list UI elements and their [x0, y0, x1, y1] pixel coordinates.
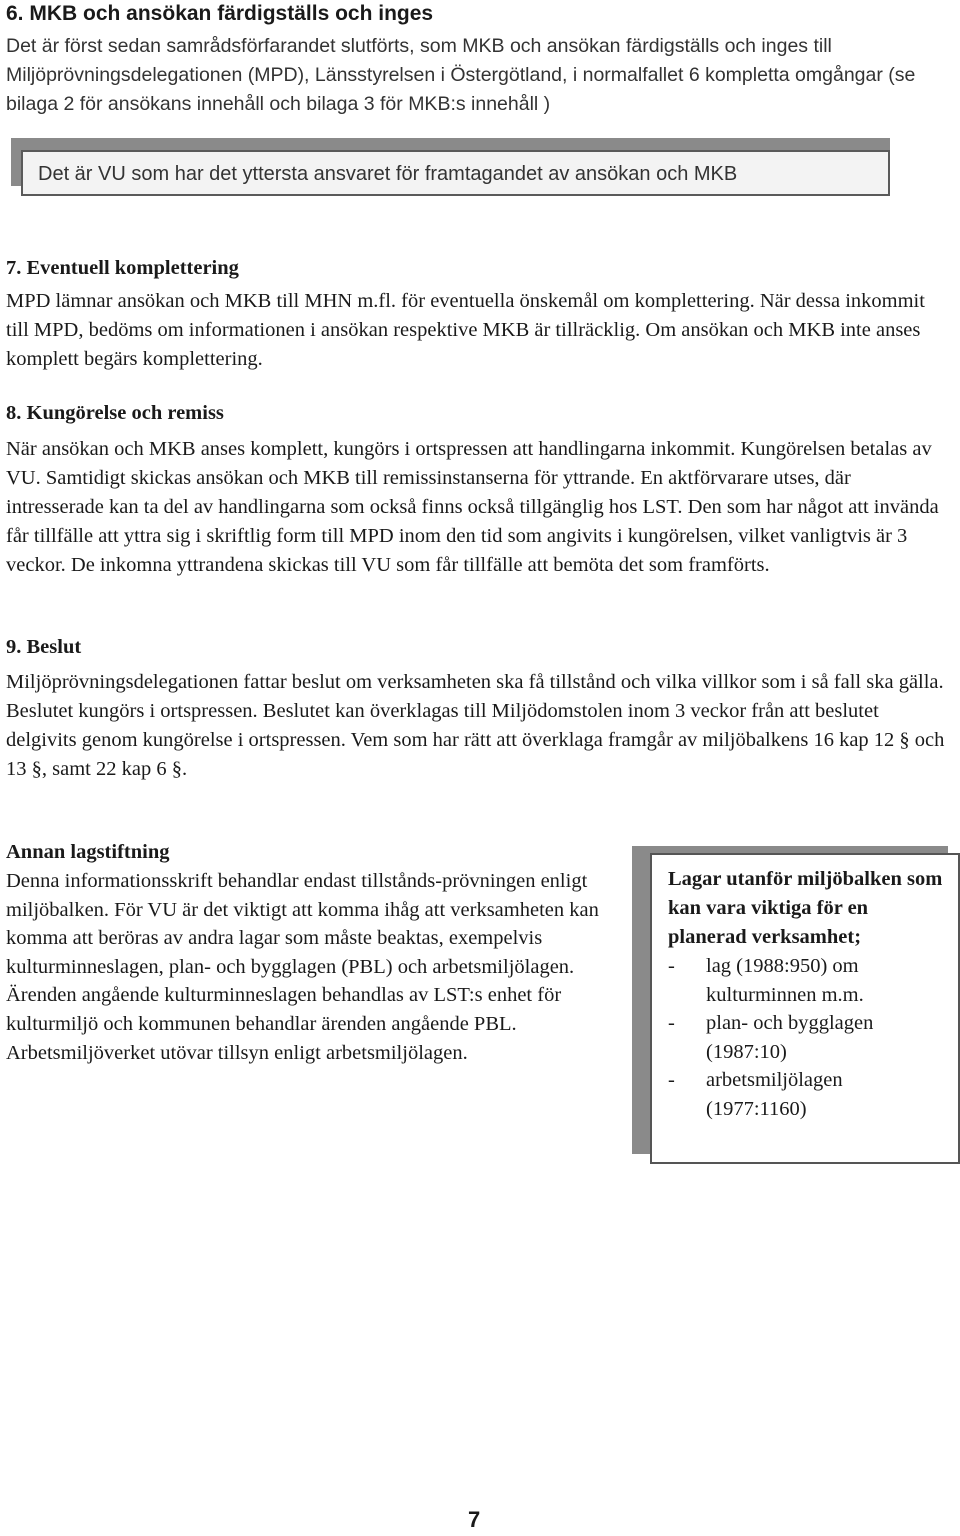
- section-9-paragraph: Miljöprövningsdelegationen fattar beslut om verksamheten ska få tillstånd och vilka villkor som i så fall ska gälla. Beslutet kungörs i ortspressen. Beslutet kan överklagas till Miljödomstolen inom 3 veckor från att beslutet delgivits genom kungörelse i ortspressen. Vem som har rätt att överklaga framgår av miljöbalkens 16 kap 12 § och 13 §, samt 22 kap 6 §.: [6, 671, 945, 780]
- list-dash: -: [668, 1069, 675, 1092]
- sidebox-item: [668, 1009, 948, 1066]
- callout-text: Det är VU som har det yttersta ansvaret för framtagandet av ansökan och MKB: [38, 163, 738, 185]
- section-9-heading: 9. Beslut: [6, 636, 82, 658]
- sidebox-item-text: plan- och bygglagen (1987:10): [706, 1012, 874, 1063]
- section-8-heading: 8. Kungörelse och remiss: [6, 402, 224, 424]
- sidebox-item: [668, 952, 948, 1009]
- list-dash: -: [668, 1012, 675, 1035]
- section-7-paragraph: MPD lämnar ansökan och MKB till MHN m.fl. för eventuella önskemål om komplettering. När dessa inkommit till MPD, bedöms om informationen i ansökan respektive MKB är tillräcklig. Om ansökan och MKB inte anses komplett begärs komplettering.: [6, 290, 925, 370]
- sidebox-item-text: arbetsmiljölagen (1977:1160): [706, 1069, 843, 1120]
- section-6-heading: 6. MKB och ansökan färdigställs och inges: [6, 2, 434, 25]
- list-dash: -: [668, 955, 675, 977]
- section-7-heading: 7. Eventuell komplettering: [6, 257, 239, 279]
- other-legislation-paragraph: Denna informationsskrift behandlar endast tillstånds-prövningen enligt miljöbalken. För VU är det viktigt att komma ihåg att verksamheten kan komma att beröras av andra lagar som måste beaktas, exempelvis kulturminneslagen, plan- och bygglagen (PBL) och arbetsmiljölagen. Ärenden angående kulturminneslagen behandlas av LST:s enhet för kulturmiljö och kommunen behandlar ärenden angående PBL. Arbetsmiljöverket utövar tillsyn enligt arbetsmiljölagen.: [6, 870, 599, 1064]
- section-8-paragraph: När ansökan och MKB anses komplett, kungörs i ortspressen att handlingarna inkommit. Kungörelsen betalas av VU. Samtidigt skickas ansökan och MKB till remissinstanserna för yttrande. En aktförvarare utses, där intresserade kan ta del av handlingarna som också finns också tillgänglig hos LST. Den som har något att invända får tillfälle att yttra sig i skriftlig form till MPD inom den tid som angivits i kungörelsen, vilket vanligtvis är 3 veckor. De inkomna yttrandena skickas till VU som får tillfälle att bemöta det som framförts.: [6, 438, 939, 576]
- page-number: 7: [468, 1507, 481, 1532]
- other-legislation-heading: Annan lagstiftning: [6, 841, 170, 863]
- sidebox-title: Lagar utanför miljöbalken som kan vara viktiga för en planerad verksamhet;: [668, 868, 943, 948]
- sidebox-item: [668, 1066, 948, 1123]
- sidebox-item-text: lag (1988:950) om kulturminnen m.m.: [706, 955, 864, 1006]
- section-6-paragraph: Det är först sedan samrådsförfarandet slutförts, som MKB och ansökan färdigställs och inges till Miljöprövningsdelegationen (MPD), Länsstyrelsen i Östergötland, i normalfallet 6 kompletta omgångar (se bilaga 2 för ansökans innehåll och bilaga 3 för MKB:s innehåll ): [6, 35, 916, 115]
- responsibility-callout: [21, 150, 890, 196]
- laws-sidebox: [650, 853, 960, 1164]
